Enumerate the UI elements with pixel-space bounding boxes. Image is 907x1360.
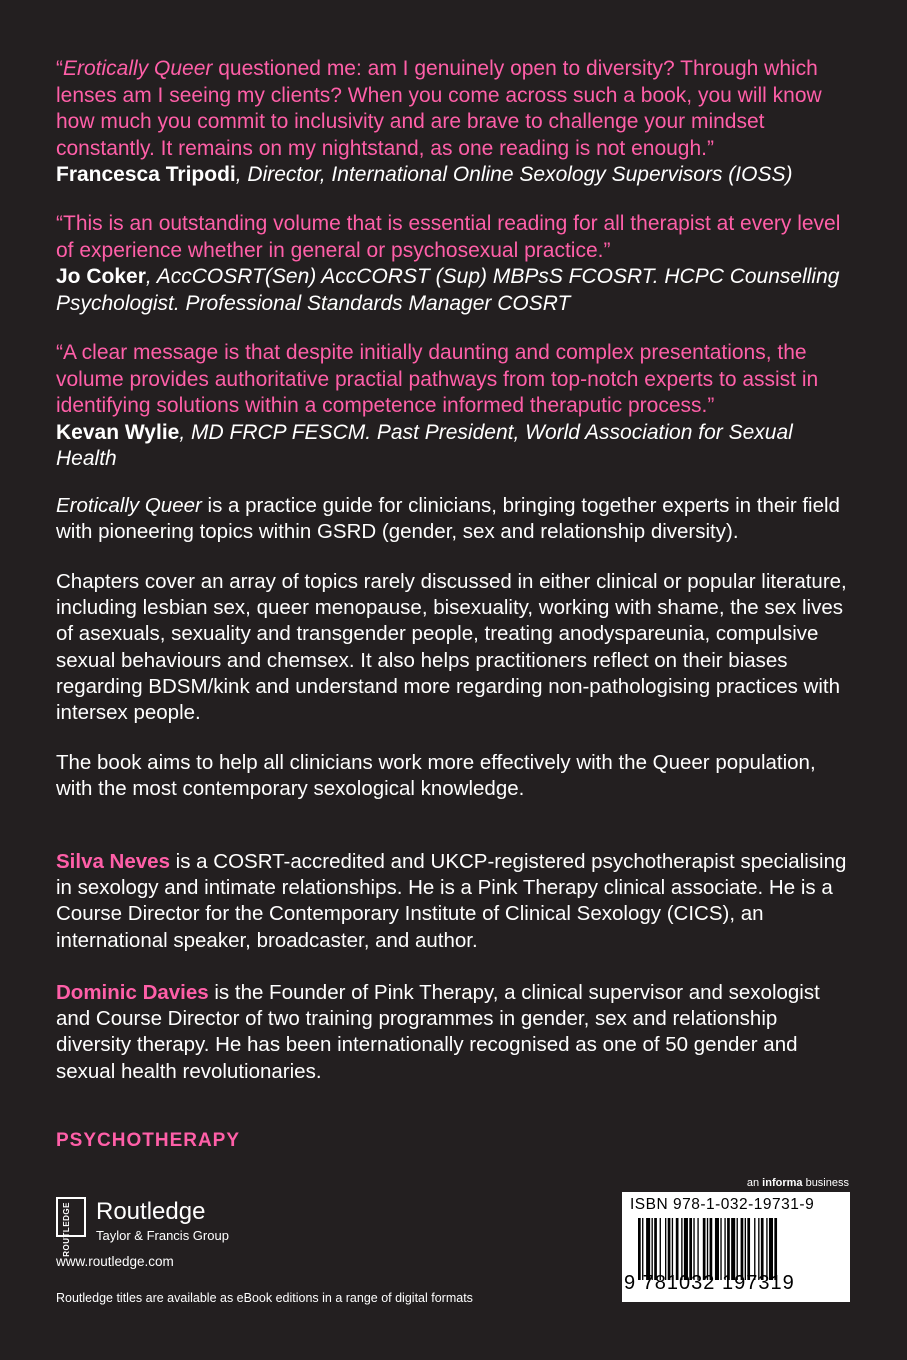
endorsement-quote-3 [56,340,856,473]
barcode-bar [665,1218,666,1280]
barcode-bar [737,1218,738,1280]
quote-2-name: Jo Coker [56,265,146,288]
quote-1-body: questioned me: am I genuinely open to diversity? Through which lenses am I seeing my clients? When you come across such a book, you will know how much you commit to inclusivity and are brave to challenge your mindset constantly. It remains on my nightstand, as one reading is not enough.” [56,57,822,160]
informa-suffix: business [802,1177,849,1189]
description-book-title: Erotically Queer [56,494,202,517]
barcode-bar [638,1218,641,1280]
barcode-bar [741,1218,744,1280]
quote-1-name: Francesca Tripodi [56,163,236,186]
publisher-group: Taylor & Francis Group [96,1228,229,1243]
endorsement-quote-2 [56,211,856,317]
barcode-bar [707,1218,708,1280]
barcode-bar [646,1218,650,1280]
barcode-bar [724,1218,725,1280]
barcode-bar [731,1218,735,1280]
barcode-bar [774,1218,777,1280]
quote-1-open-mark: “ [56,57,63,80]
barcode-bar [720,1218,721,1280]
informa-business-label [747,1177,849,1189]
quote-2-text: “This is an outstanding volume that is essential reading for all therapist at every level of experience whether in general or psychosexual practice.” [56,212,841,262]
barcode-bar [654,1218,657,1280]
routledge-logo-mark-text: ROUTLEDGE [62,1202,71,1257]
description-paragraph-2: Chapters cover an array of topics rarely discussed in either clinical or popular literature, including lesbian sex, queer menopause, bisexuality, working with shame, the sex lives of asexuals, sexuality and transgender people, treating anodyspareunia, compulsive sexual behaviours and chemsex. It also helps practitioners reflect on their biases regarding BDSM/kink and understand more regarding non-pathologising practices with intersex people. [56,570,847,725]
barcode-bars [638,1218,838,1280]
barcode-bar [715,1218,719,1280]
description-paragraph-1 [56,493,856,545]
publisher-name: Routledge [96,1198,206,1225]
barcode-bar [766,1218,767,1280]
publisher-url: www.routledge.com [56,1254,174,1269]
barcode-bar [703,1218,706,1280]
barcode-bar [745,1218,746,1280]
barcode-digits: 9 781032 197319 [624,1272,795,1294]
informa-brand: informa [762,1177,803,1189]
quote-1-role: , Director, International Online Sexology Supervisors (IOSS) [235,163,793,186]
barcode-bar [754,1218,755,1280]
author-2-bio-text: is the Founder of Pink Therapy, a clinical supervisor and sexologist and Course Director of two training programmes in gender, sex and relationship diversity therapy. He has been internationally recognised as one of 50 gender and sexual health revolutionaries. [56,981,820,1083]
quote-1-text [56,57,822,160]
barcode-bar [747,1218,750,1280]
quote-3-name: Kevan Wylie [56,420,180,444]
informa-prefix: an [746,1177,763,1189]
barcode-bar [689,1218,692,1280]
quote-2-attribution [56,265,839,315]
barcode-bar [652,1218,653,1280]
isbn-barcode [622,1192,850,1302]
description-p1-text: is a practice guide for clinicians, bringing together experts in their field with pioneering topics within GSRD (gender, sex and relationship diversity). [56,494,840,544]
ebook-note: Routledge titles are available as eBook editions in a range of digital formats [56,1291,473,1305]
barcode-bar [660,1218,661,1280]
barcode-bar [681,1218,682,1280]
barcode-bar [710,1218,713,1280]
barcode-bar [668,1218,671,1280]
description-paragraph-3: The book aims to help all clinicians work more effectively with the Queer population, with the most contemporary sexological knowledge. [56,751,816,801]
author-bio-1 [56,849,856,954]
author-2-name: Dominic Davies [56,981,209,1004]
routledge-logo-icon [56,1197,86,1257]
barcode-bar [676,1218,679,1280]
author-1-name: Silva Neves [56,850,170,873]
endorsement-quote-1 [56,56,856,189]
quote-3-role: , MD FRCP FESCM. Past President, World Association for Sexual Health [56,420,793,470]
barcode-bar [684,1218,688,1280]
quote-3-attribution [56,421,793,471]
author-1-bio-text: is a COSRT-accredited and UKCP-registered psychotherapist specialising in sexology and intimate relationships. He is a Pink Therapy clinical associate. He is a Course Director for the Contemporary Institute of Clinical Sexology (CICS), an international speaker, broadcaster, and author. [56,850,847,952]
barcode-bar [697,1218,698,1280]
quote-2-role: , AccCOSRT(Sen) AccCORST (Sup) MBPsS FCOSRT. HCPC Counselling Psychologist. Professional Standards Manager COSRT [56,265,840,315]
barcode-bar [769,1218,773,1280]
subject-category: PSYCHOTHERAPY [56,1130,241,1151]
barcode-bar [727,1218,730,1280]
barcode-bar [761,1218,764,1280]
quote-3-text: “A clear message is that despite initially daunting and complex presentations, the volume provides authoritative practial pathways from top-notch experts to assist in identifying solutions within a competence informed theraputic process.” [56,341,819,417]
barcode-bar [693,1218,694,1280]
barcode-bar [758,1218,759,1280]
author-bio-2 [56,980,856,1085]
quote-1-book-title: Erotically Queer [63,57,213,80]
isbn-number: ISBN 978-1-032-19731-9 [630,1196,815,1213]
barcode-bar [672,1218,673,1280]
quote-1-attribution [56,163,792,186]
barcode-bar [642,1218,643,1280]
